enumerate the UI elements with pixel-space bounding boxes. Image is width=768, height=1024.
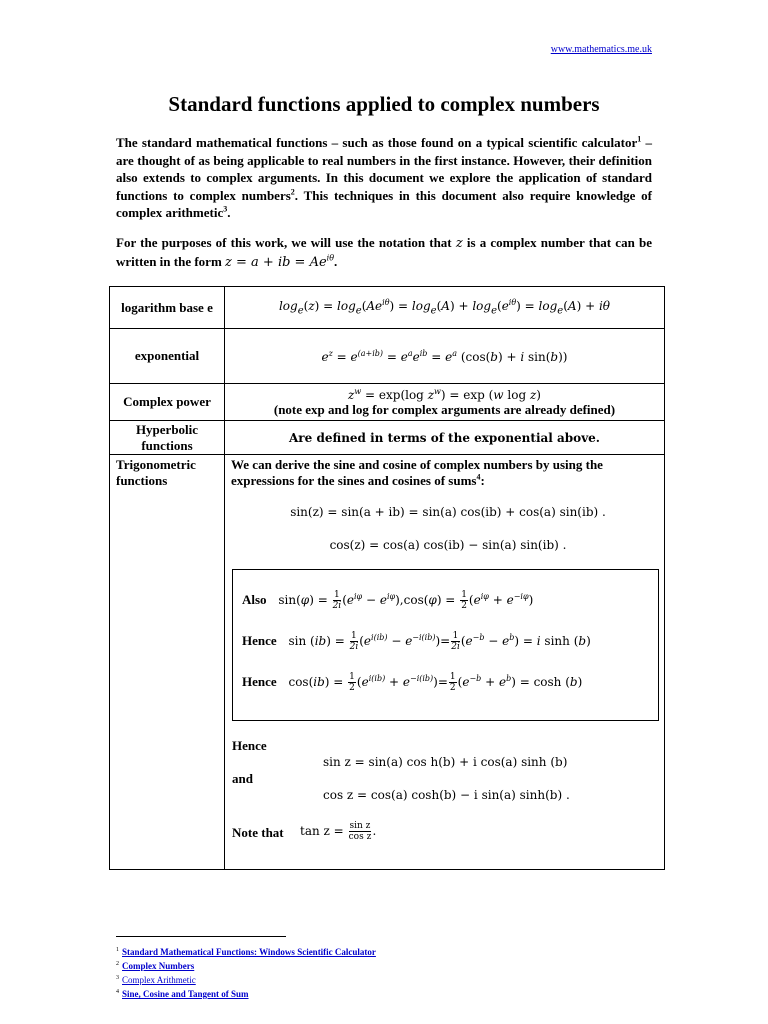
footnote-item: $^3$ Complex Arithmetic [116,975,196,985]
row-label-complex-power: Complex power [110,384,225,421]
complex-power-note: (note exp and log for complex arguments are already defined) [273,401,616,417]
notation-paragraph [116,234,652,271]
trig-cell [225,455,665,870]
formula-complex-power: $z^w = \exp(\log$ $z^w) = \exp (w$ log z) (note exp and log for complex arguments are already defined) [225,384,665,421]
table-row [110,384,665,421]
footnote-item: $^2$ Complex Numbers [116,961,195,971]
derivation-box [232,569,659,721]
hence-label: Hence [232,738,267,753]
table-row [110,455,665,870]
formula-exponential: $e^z = e^{(a+ib)} = e^ae^{ib} = e^a$ (cos(b) + i sin(b)) [225,329,665,384]
sinz-formula: sin z = sin(a) cos h(b) + i cos(a) sinh (b) [323,755,568,769]
table-row [110,421,665,455]
box-row-also: Also sin(φ) = $\frac{1}{2i}$ $(e^{i\varphi} - e^{i\varphi}),\cos(\varphi)$ = $\frac{1}{2}$ $(e^{i\varphi} + e^{-i\varphi})$ [242,590,534,611]
tan-formula: tan z = $\frac{\text{sin z}}{\text{cos z}}$ . [300,821,377,842]
footnote-item: $^1$ Standard Mathematical Functions: Windows Scientific Calculator [116,947,376,957]
box-row-hence-sin: Hence sin (ib) = $\frac{1}{2i}$ $(e^{i(ib)} - e^{-i(ib)})=$ $\frac{1}{2i}$ $(e^{-b} - e^b) = i$ sinh (b) [242,631,591,652]
box-hence-label-1: Hence [242,633,277,648]
sin-sum-formula: sin(z) = sin(a + ib) = sin(a) cos(ib) + cos(a) sin(ib) . [290,505,606,519]
footnote-link-4[interactable]: Sine, Cosine and Tangent of Sum [122,989,249,999]
row-label-trigonometric: Trigonometric functions [110,455,225,870]
notation-exp: iθ [326,253,335,263]
row-label-hyperbolic: Hyperbolic functions [110,421,225,455]
table-row [110,287,665,329]
notation-text-3: . [334,253,338,269]
intro-text-3: . This techniques in this document also require knowledge of complex arithmetic [116,187,652,220]
footnote-item: $^4$ Sine, Cosine and Tangent of Sum [116,989,249,999]
intro-text-1: The standard mathematical functions – such as those found on a typical scientific calculator [116,135,638,150]
notation-text-2: is a complex number that can be written in the form [116,235,652,269]
site-link[interactable]: www.mathematics.me.uk [550,44,652,55]
intro-paragraph [116,134,652,222]
footnote-ref-1[interactable]: 1 [637,134,642,144]
cosz-formula: cos z = cos(a) cosh(b) − i sin(a) sinh(b) . [323,788,570,802]
footnotes [116,944,376,1000]
notation-text-1: For the purposes of this work, we will use the notation that [116,235,456,250]
row-label-logarithm: logarithm base e [110,287,225,329]
trig-intro: We can derive the sine and cosine of complex numbers by using the expressions for the sines and cosines of sums$^4$: [231,457,603,488]
footnote-divider [116,936,286,937]
formula-logarithm: $\log_e(z) = \log_e(Ae^{i\theta}) = \log_e(A) + \log_e(e^{i\theta}) = \log_e(A) + i\theta$ [225,287,665,329]
functions-table [109,286,665,870]
footnote-link-3[interactable]: Complex Arithmetic [122,975,196,985]
and-label: and [232,771,253,786]
page-title: Standard functions applied to complex numbers [168,92,600,116]
table-row [110,329,665,384]
note-that-label: Note that [232,825,284,840]
box-also-label: Also [242,592,267,607]
cos-sum-formula: cos(z) = cos(a) cos(ib) − sin(a) sin(ib) . [329,538,567,552]
intro-text-4: . [227,205,231,220]
notation-form: z = a + ib = Ae [225,254,327,270]
footnote-ref-2[interactable]: 2 [290,187,295,197]
row-label-exponential: exponential [110,329,225,384]
intro-text-2: – are thought of as being applicable to real numbers in the first instance. However, their definition also extends to complex arguments. In this document we explore the application of standard functions to complex numbers [116,135,653,203]
footnote-link-1[interactable]: Standard Mathematical Functions: Windows Scientific Calculator [122,947,376,957]
footnote-ref-3[interactable]: 3 [223,204,228,214]
footnote-link-2[interactable]: Complex Numbers [122,961,195,971]
box-row-hence-cos: Hence cos(ib) = $\frac{1}{2}$ $(e^{i(ib)} + e^{-i(ib)})=$ $\frac{1}{2}$ $(e^{-b} + e^b) = \cosh (b)$ [242,672,583,693]
notation-z: z [455,236,463,251]
formula-hyperbolic: Are defined in terms of the exponential above. [225,421,665,455]
footnote-ref-4[interactable]: 4 [476,472,481,482]
box-hence-label-2: Hence [242,674,277,689]
